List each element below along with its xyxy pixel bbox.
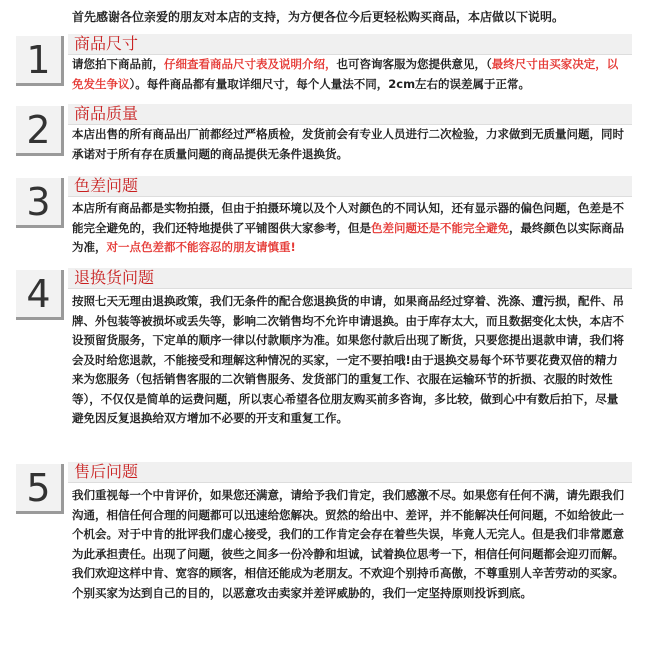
section-title: 色差问题 (74, 176, 139, 195)
section-title: 退换货问题 (74, 268, 155, 287)
section-body: 我们重视每一个中肯评价，如果您还满意，请给予我们肯定，我们感激不尽。如果您有任何不满，请先跟我们沟通，相信任何合理的问题都可以迅速给您解决。贸然的给出中、差评，并不能解决任何问题，不如给彼此一个机会。对于中肯的批评我们虚心接受，我们的工作肯定会存在着些失误，毕竟人无完人。但是我们非常愿意为此承担责任。出现了问题，彼些之间多一份冷静和坦诚，试着换位思考一下，相信任何问题都会迎刃而解。我们欢迎这样中肯、宽容的顾客，相信还能成为老朋友。不欢迎个别持币高傲，不尊重别人辛苦劳动的买家。个别买家为达到自己的目的，以恶意攻击卖家并差评威胁的，我们一定坚持原则投诉到底。 (72, 488, 624, 600)
section-number: 4 (16, 270, 64, 320)
text-segment: 本店所有商品都是实物拍摄，但由于拍摄环境以及个人对颜色的不同认知，还有显示器的偏色问题，色差是不能完全避免的，我们还特地提供了平铺图供大家参考，但是 (72, 201, 624, 235)
section-number: 2 (16, 106, 64, 156)
section-title: 商品尺寸 (74, 34, 139, 53)
section-body (72, 199, 628, 258)
section-title-bar (68, 34, 632, 55)
text-segment: 请您拍下商品前， (72, 57, 164, 71)
section-after-sales (0, 462, 650, 642)
highlight-text: 色差问题还是不能完全避免 (371, 220, 509, 235)
text-segment: 也可咨询客服为您提供意见，（ (336, 57, 492, 71)
section-title-bar (68, 268, 632, 289)
section-title: 售后问题 (74, 462, 139, 481)
intro-text: 首先感谢各位亲爱的朋友对本店的支持，为方便各位今后更轻松购买商品，本店做以下说明。 (72, 10, 565, 24)
section-number: 1 (16, 36, 64, 86)
section-title-bar (68, 462, 632, 483)
section-body: 按照七天无理由退换政策，我们无条件的配合您退换货的申请，如果商品经过穿着、洗涤、遭污损，配件、吊牌、外包装等被损坏或丢失等，影响二次销售均不允许申请退换。由于库存太大，而且数据变化太快，本店不设预留货服务，下定单的顺序一律以付款顺序为准。如果您付款后出现了断货，只要您提出退款申请，我们将会及时给您退款，不能接受和理解这种情况的买家，一定不要拍哦!由于退换交易每个环节要花费双倍的精力来为您服务（包括销售客服的二次销售服务、发货部门的重复工作、衣服在运输环节的折损、衣服的时效性等），不仅仅是简单的运费问题，所以衷心希望各位朋友购买前多咨询，多比较，做到心中有数后拍下，尽量避免因反复退换给双方增加不必要的开支和重复工作。 (72, 294, 624, 425)
section-color (0, 176, 650, 264)
text-segment: ）。每件商品都有量取详细尺寸，每个人量法不同，2cm左右的误差属于正常。 (129, 76, 531, 91)
highlight-text: 对一点色差都不能容忍的朋友请慎重! (106, 240, 296, 254)
section-title-bar (68, 176, 632, 197)
section-body: 本店出售的所有商品出厂前都经过严格质检，发货前会有专业人员进行二次检验，力求做到无质量问题，同时承诺对于所有存在质量问题的商品提供无条件退换货。 (72, 127, 624, 161)
highlight-text: 仔细查看商品尺寸表及说明介绍， (164, 57, 337, 71)
section-number: 3 (16, 178, 64, 228)
highlight-text: 最终尺寸由买家决定，以免发生争议 (72, 57, 619, 91)
section-title-bar (68, 104, 632, 125)
section-quality (0, 104, 650, 174)
text-segment: ，最终颜色以实际商品为准， (72, 220, 624, 254)
section-size (0, 34, 650, 104)
section-returns (0, 268, 650, 458)
section-body (72, 55, 628, 94)
section-number: 5 (16, 464, 64, 514)
section-title: 商品质量 (74, 104, 139, 123)
